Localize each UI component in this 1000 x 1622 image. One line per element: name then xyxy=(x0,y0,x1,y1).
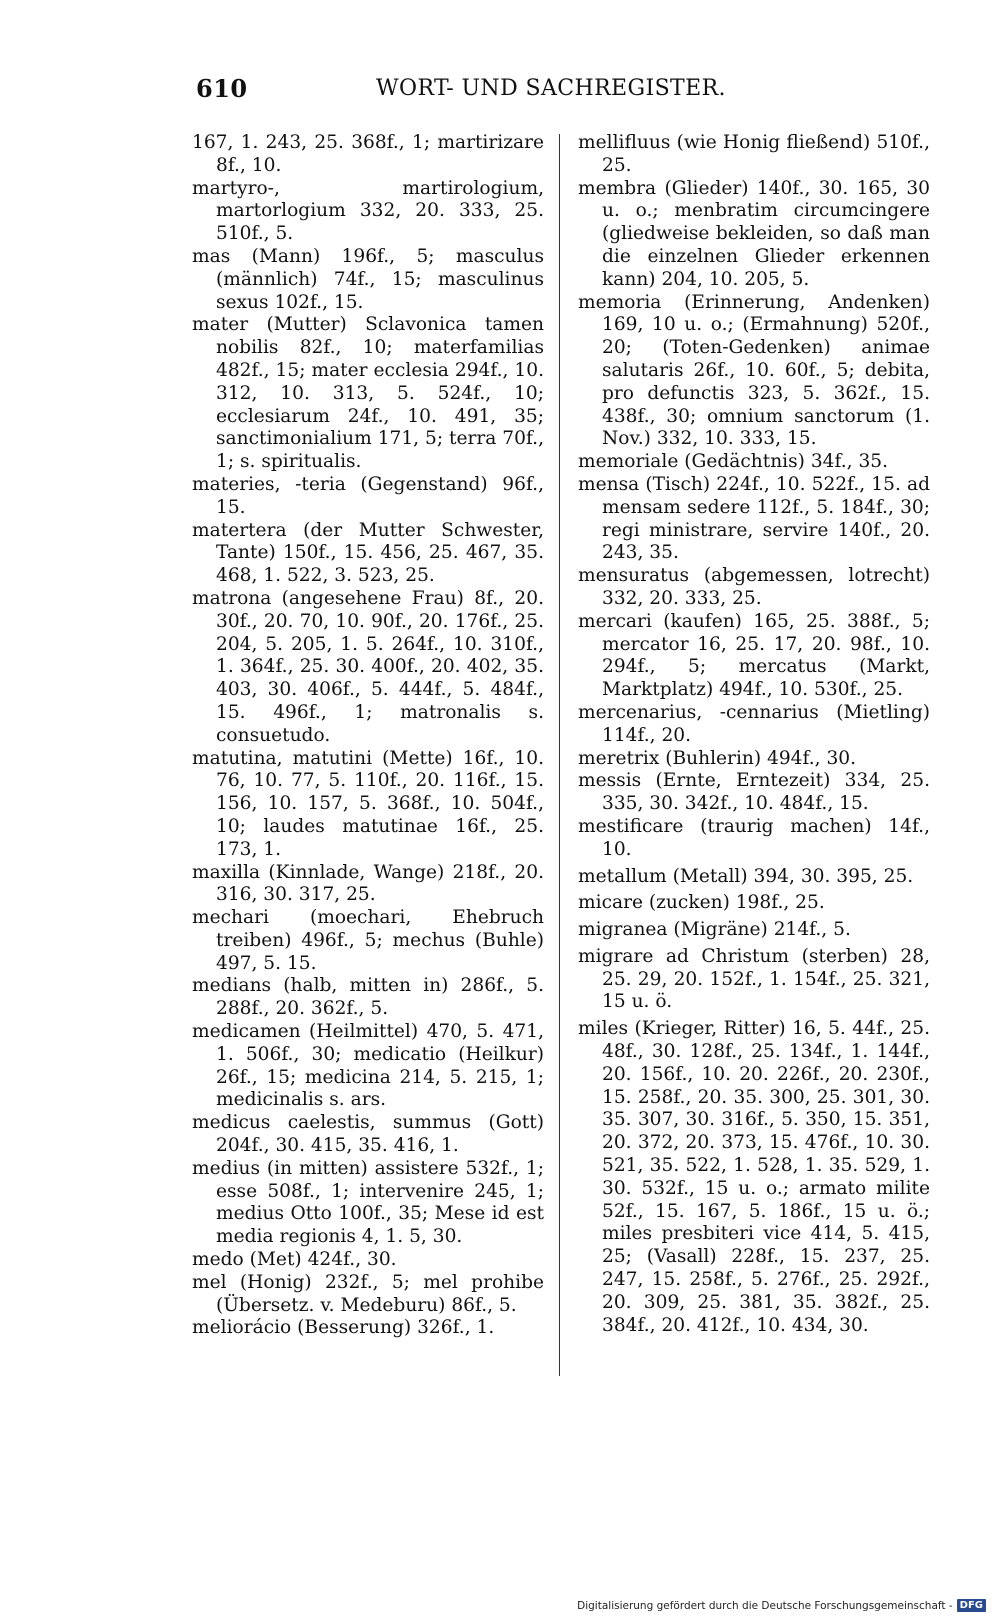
left-column xyxy=(192,132,544,1340)
index-entry: mellifluus (wie Honig fließend) 510f., 25. xyxy=(578,132,930,176)
index-entry: maxilla (Kinnlade, Wange) 218f., 20. 316, 30. 317, 25. xyxy=(192,861,544,906)
index-entry: medicamen (Heilmittel) 470, 5. 471, 1. 506f., 30; medicatio (Heilkur) 26f., 15; medicina 214, 5. 215, 1; medicinalis s. ars. xyxy=(192,1021,544,1111)
running-title: WORT- UND SACHREGISTER. xyxy=(376,76,726,101)
index-entry: medo (Met) 424f., 30. xyxy=(192,1249,397,1271)
index-entry: 167, 1. 243, 25. 368f., 1; martirizare 8f., 10. xyxy=(192,132,544,176)
index-entry: metallum (Metall) 394, 30. 395, 25. xyxy=(578,865,914,887)
index-entry: martyro-, martirologium, martorlogium 332, 20. 333, 25. 510f., 5. xyxy=(192,177,544,245)
index-entry: membra (Glieder) 140f., 30. 165, 30 u. o.; menbratim circumcingere (gliedweise bekleiden, so daß man die einzelnen Glieder erkennen kann) 204, 10. 205, 5. xyxy=(578,177,930,290)
right-column xyxy=(578,132,930,1337)
index-entry: miles (Krieger, Ritter) 16, 5. 44f., 25. 48f., 30. 128f., 25. 134f., 1. 144f., 20. 156f., 10. 20. 226f., 20. 230f., 15. 258f., 20. 35. 300, 25. 301, 30. 35. 307, 30. 316f., 5. 350, 15. 351, 20. 372, 20. 373, 15. 476f., 10. 30. 521, 35. 522, 1. 528, 1. 35. 529, 1. 30. 532f., 15 u. o.; armato milite 52f., 15. 167, 5. 186f., 15 u. ö.; miles presbiteri vice 414, 5. 415, 25; (Vasall) 228f., 15. 237, 25. 247, 15. 258f., 5. 276f., 25. 292f., 20. 309, 25. 381, 35. 382f., 25. 384f., 20. 412f., 10. 434, 30. xyxy=(578,1018,930,1336)
index-entry: migrare ad Christum (sterben) 28, 25. 29, 20. 152f., 1. 154f., 25. 321, 15 u. ö. xyxy=(578,945,930,1013)
index-entry: migranea (Migräne) 214f., 5. xyxy=(578,919,851,941)
index-entry: medicus caelestis, summus (Gott) 204f., 30. 415, 35. 416, 1. xyxy=(192,1112,544,1157)
index-entry: matrona (angesehene Frau) 8f., 20. 30f., 20. 70, 10. 90f., 20. 176f., 25. 204, 5. 205, 1. 5. 264f., 10. 310f., 1. 364f., 25. 30. 400f., 20. 402, 35. 403, 30. 406f., 5. 444f., 5. 484f., 15. 496f., 1; matronalis s. consuetudo. xyxy=(192,587,544,746)
index-entry: meliorácio (Besserung) 326f., 1. xyxy=(192,1317,495,1339)
index-entry: mensuratus (abgemessen, lotrecht) 332, 20. 333, 25. xyxy=(578,565,930,609)
column-divider xyxy=(559,134,560,1376)
index-entry: medians (halb, mitten in) 286f., 5. 288f., 20. 362f., 5. xyxy=(192,975,544,1020)
index-entry: mechari (moechari, Ehebruch treiben) 496f., 5; mechus (Buhle) 497, 5. 15. xyxy=(192,907,544,974)
dfg-logo: DFG xyxy=(957,1599,986,1612)
index-entry: meretrix (Buhlerin) 494f., 30. xyxy=(578,747,857,769)
index-entry: medius (in mitten) assistere 532f., 1; esse 508f., 1; intervenire 245, 1; medius Otto 100f., 35; Mese id est media regionis 4, 1. 5, 30. xyxy=(192,1157,544,1248)
index-entry: mestificare (traurig machen) 14f., 10. xyxy=(578,815,930,860)
index-entry: mensa (Tisch) 224f., 10. 522f., 15. ad mensam sedere 112f., 5. 184f., 30; regi ministrare, servire 140f., 20. 243, 35. xyxy=(578,473,930,564)
index-entry: matutina, matutini (Mette) 16f., 10. 76, 10. 77, 5. 110f., 20. 116f., 15. 156, 10. 157, 5. 368f., 10. 504f., 10; laudes matutinae 16f., 25. 173, 1. xyxy=(192,747,544,860)
index-entry: mater (Mutter) Sclavonica tamen nobilis 82f., 10; materfamilias 482f., 15; mater ecclesia 294f., 10. 312, 10. 313, 5. 524f., 10; ecclesiarum 24f., 10. 491, 35; sanctimonialium 171, 5; terra 70f., 1; s. spiritualis. xyxy=(192,314,544,473)
index-entry: matertera (der Mutter Schwester, Tante) 150f., 15. 456, 25. 467, 35. 468, 1. 522, 3. 523, 25. xyxy=(192,519,544,587)
digitization-footer xyxy=(577,1599,986,1612)
index-entry: mel (Honig) 232f., 5; mel prohibe (Übersetz. v. Medeburu) 86f., 5. xyxy=(192,1271,544,1316)
index-entry: micare (zucken) 198f., 25. xyxy=(578,892,825,914)
index-entry: messis (Ernte, Erntezeit) 334, 25. 335, 30. 342f., 10. 484f., 15. xyxy=(578,770,930,815)
page-number: 610 xyxy=(196,74,248,103)
index-entry: mercari (kaufen) 165, 25. 388f., 5; mercator 16, 25. 17, 20. 98f., 10. 294f., 5; mercatus (Markt, Marktplatz) 494f., 10. 530f., 25. xyxy=(578,610,930,701)
index-entry: memoria (Erinnerung, Andenken) 169, 10 u. o.; (Ermahnung) 520f., 20; (Toten-Gedenken) animae salutaris 26f., 10. 60f., 5; debita, pro defunctis 323, 5. 362f., 15. 438f., 30; omnium sanctorum (1. Nov.) 332, 10. 333, 15. xyxy=(578,291,930,450)
index-entry: memoriale (Gedächtnis) 34f., 35. xyxy=(578,451,889,473)
index-entry: mas (Mann) 196f., 5; masculus (männlich) 74f., 15; masculinus sexus 102f., 15. xyxy=(192,245,544,313)
index-entry: materies, -teria (Gegenstand) 96f., 15. xyxy=(192,473,544,518)
page-header xyxy=(196,74,736,108)
footer-text: Digitalisierung gefördert durch die Deutsche Forschungsgemeinschaft - xyxy=(577,1599,953,1612)
index-entry: mercenarius, -cennarius (Mietling) 114f., 20. xyxy=(578,701,930,746)
